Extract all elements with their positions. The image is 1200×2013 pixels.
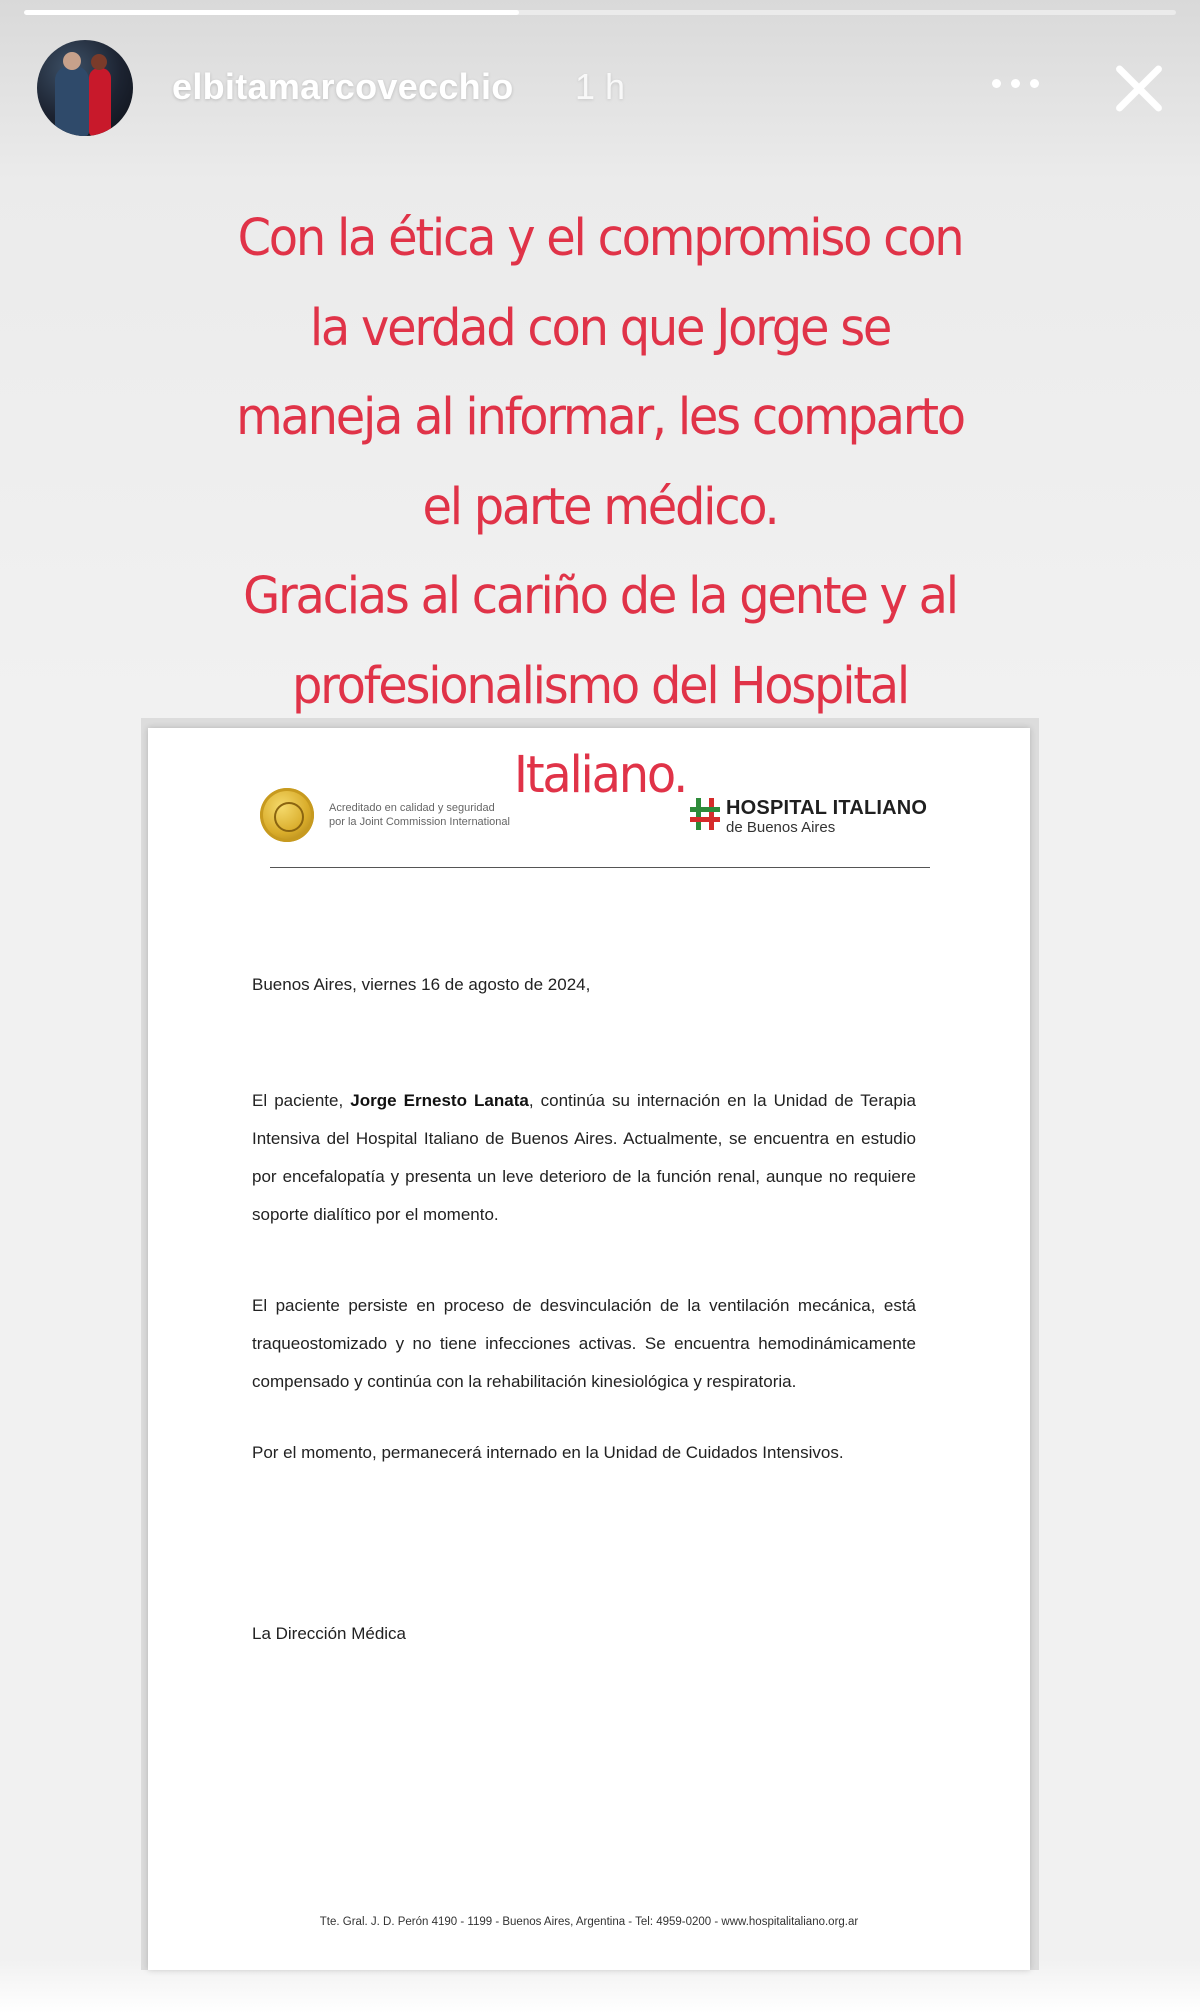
close-icon[interactable] [1106,56,1172,122]
signature: La Dirección Médica [252,1624,407,1643]
story-header [0,36,1200,136]
avatar-figure-man-head [63,52,81,70]
caption-line: Con la ética y el compromiso con [237,209,963,268]
more-horizontal-icon-dot-2 [1011,79,1020,88]
paragraph-1-prefix: El paciente, [252,1091,351,1110]
caption-line: profesionalismo del Hospital [292,656,908,716]
header-divider [270,867,930,868]
more-horizontal-icon-dot-3 [1030,79,1039,88]
hospital-subtitle: de Buenos Aires [726,819,836,836]
paragraph-1-body: , continúa su internación en la Unidad de Terapia Intensiva del Hospital Italiano de Buenos Aires. Actualmente, se encuentra en estudio por encefalopatía y presenta un leve deterioro de la función renal, aunque no requiere soporte dialítico por el momento. [252,1091,917,1224]
medical-report-document [148,728,1030,1970]
paragraph-3: Por el momento, permanecerá internado en la Unidad de Cuidados Intensivos. [252,1443,844,1462]
story-progress-fill [24,10,519,15]
caption-line: la verdad con que Jorge se [309,298,891,358]
avatar-figure-woman-head [91,54,107,70]
story-caption [130,194,1070,821]
accreditation-line-2: por la Joint Commission International [329,816,510,828]
hospital-name: HOSPITAL ITALIANO [726,797,928,819]
more-options-button[interactable] [988,64,1048,100]
caption-line: el parte médico. [422,477,778,537]
date-line: Buenos Aires, viernes 16 de agosto de 2024, [252,975,591,994]
caption-line: maneja al informar, les comparto [236,388,964,447]
more-horizontal-icon-dot-1 [992,79,1001,88]
document-footer: Tte. Gral. J. D. Perón 4190 - 1199 - Buenos Aires, Argentina - Tel: 4959-0200 - www.hospitalitaliano.org.ar [319,1916,859,1928]
username[interactable]: elbitamarcovecchio [172,66,514,107]
caption-line: Italiano. [513,746,687,805]
paragraph-2: El paciente persiste en proceso de desvinculación de la ventilación mecánica, está traqueostomizado y no tiene infecciones activas. Se encuentra hemodinámicamente compensado y continúa con la rehabilitación kinesiológica y respiratoria. [252,1296,916,1391]
post-time: 1 h [575,66,626,107]
paragraph-1 [252,1082,916,1234]
caption-line: Gracias al cariño de la gente y al [243,567,957,626]
avatar-figure-woman [89,68,111,136]
story-progress-bar [24,10,1176,15]
patient-name: Jorge Ernesto Lanata [350,1091,529,1110]
avatar[interactable] [37,40,133,136]
avatar-figure-man [55,66,89,136]
accreditation-line-1: Acreditado en calidad y seguridad [329,802,495,814]
